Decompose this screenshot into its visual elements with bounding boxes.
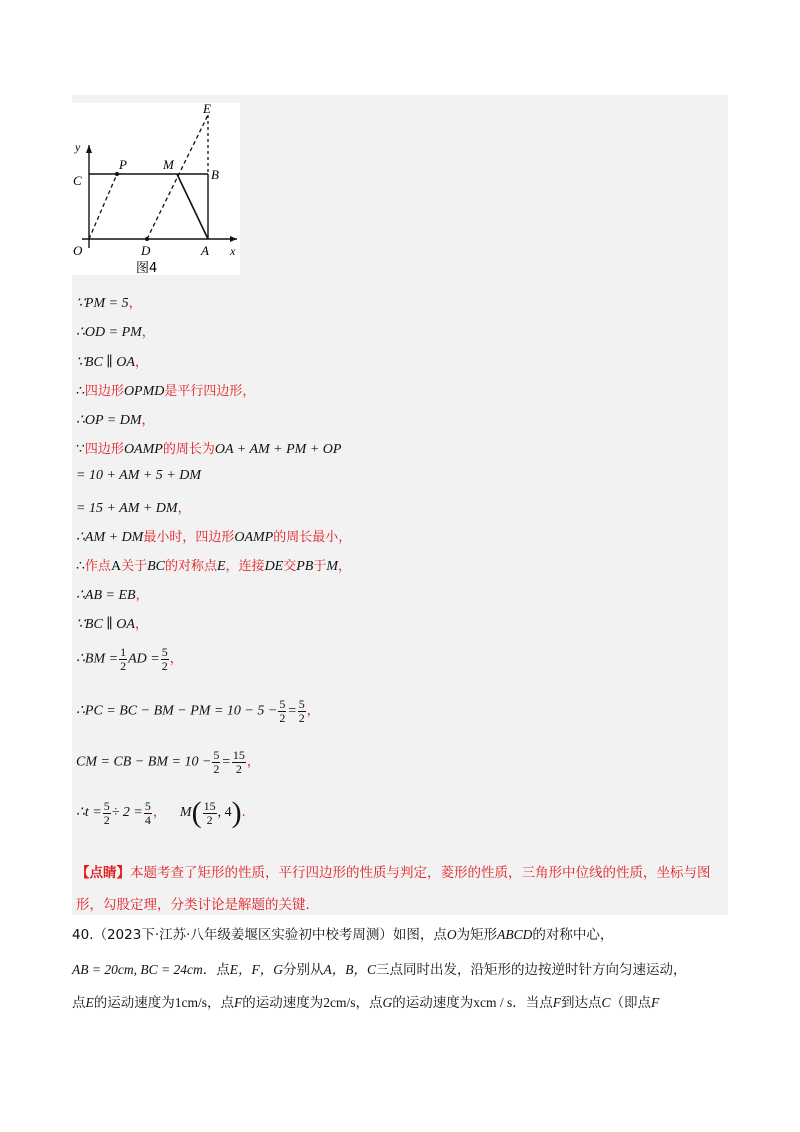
step-8: [76, 497, 191, 517]
q-text: 的运动速度为: [392, 995, 474, 1011]
q-text: 点: [72, 995, 86, 1011]
step-9-text-end: 的周长最小，: [273, 530, 352, 545]
label-p: P: [119, 157, 127, 172]
numerator: 5: [144, 798, 151, 813]
step-3-math: ∵BC ∥ OA: [76, 355, 135, 370]
x-axis-arrow-icon: [230, 236, 237, 242]
q-math: F: [651, 995, 660, 1010]
step-6-text: 四边形: [84, 442, 124, 457]
denominator: 2: [279, 711, 286, 725]
label-d: D: [141, 243, 151, 258]
step-13-math: ∴BM =: [76, 651, 119, 667]
denominator: 2: [103, 812, 110, 827]
step-4: [76, 380, 255, 400]
step-16-div: ÷ 2 =: [111, 805, 143, 821]
step-16-coord-y: , 4: [217, 805, 232, 821]
step-10-punct: ，: [338, 559, 352, 574]
step-12-punct: ，: [134, 617, 148, 632]
step-6-text-2: 的周长为: [162, 442, 215, 457]
step-10-t5: 交: [283, 559, 297, 574]
label-x: x: [230, 244, 236, 258]
step-16-end: .: [241, 805, 246, 821]
step-2: [76, 321, 155, 341]
step-7-math: = 10 + AM + 5 + DM: [76, 468, 202, 483]
step-11-punct: ，: [135, 588, 149, 603]
point-d: [145, 237, 149, 241]
question-line-3: [72, 993, 732, 1013]
step-15: [76, 749, 260, 776]
step-4-text: 四边形: [84, 384, 124, 399]
question-line-2: [72, 960, 732, 980]
q-math: E，F，G: [229, 962, 283, 977]
y-axis-arrow-icon: [86, 145, 92, 153]
step-14-punct: ，: [306, 703, 320, 719]
step-4-therefore: ∴: [76, 384, 85, 399]
q-math: F: [234, 995, 243, 1010]
key-point-note: [76, 857, 724, 921]
step-15-punct: ，: [246, 754, 260, 770]
step-6-because: ∵: [76, 442, 85, 457]
denominator: 2: [120, 659, 127, 673]
segment-op: [89, 174, 117, 239]
step-13-math-2: AD =: [128, 651, 160, 667]
step-10-m: M: [326, 559, 339, 574]
q-math: xcm / s: [473, 995, 513, 1010]
numerator: 1: [120, 645, 127, 659]
numerator: 5: [213, 748, 220, 762]
q-text: ．点: [202, 962, 230, 978]
q-math: 1cm/s: [174, 995, 207, 1010]
fraction: [161, 646, 169, 673]
step-10: [76, 555, 351, 575]
q-text: 为矩形: [456, 927, 498, 943]
step-10-bc: BC: [147, 559, 165, 574]
point-p: [115, 172, 119, 176]
step-3: [76, 351, 148, 371]
step-3-punct: ，: [134, 355, 148, 370]
q-math: ABCD: [497, 927, 533, 942]
step-4-text-end: 是平行四边形，: [164, 384, 256, 399]
step-6-expression: OA + AM + PM + OP: [214, 442, 342, 457]
step-10-therefore: ∴: [76, 559, 85, 574]
step-9-math-2: OAMP: [234, 530, 274, 545]
q-text: 分别从: [282, 962, 324, 978]
fraction: [232, 749, 246, 776]
label-y: y: [75, 140, 81, 154]
step-16-math: ∴t =: [76, 805, 102, 821]
step-2-punct: ，: [141, 325, 155, 340]
q-text: 的运动速度为: [93, 995, 175, 1011]
numerator: 5: [298, 697, 305, 711]
step-9: [76, 526, 351, 546]
denominator: 4: [144, 812, 151, 827]
step-16-point-m: M: [179, 805, 192, 821]
fraction: [103, 800, 111, 827]
denominator: 2: [235, 762, 242, 776]
question-line-1: [72, 925, 732, 945]
numerator: 5: [103, 798, 110, 813]
step-13-punct: ，: [169, 651, 183, 667]
step-2-math: ∴OD = PM: [76, 325, 142, 340]
figure-caption: 图4: [136, 261, 158, 275]
step-5-math: ∴OP = DM: [76, 413, 142, 428]
step-12-math: ∵BC ∥ OA: [76, 617, 135, 632]
label-e: E: [203, 103, 211, 116]
note-tag: 【点睛】: [76, 865, 130, 881]
label-a: A: [201, 243, 209, 258]
step-11-math: ∴AB = EB: [76, 588, 136, 603]
step-10-point-a: A: [110, 559, 122, 574]
step-10-e: E: [216, 559, 226, 574]
step-15-math: CM = CB − BM = 10 −: [76, 754, 212, 770]
step-8-punct: ，: [177, 501, 191, 516]
q-text: 40.（2023下·江苏·八年级姜堰区实验初中校考周测）如图，点: [72, 927, 447, 943]
q-text: ．当点: [512, 995, 553, 1011]
step-11: [76, 584, 149, 604]
step-12: [76, 613, 148, 633]
step-1: [76, 292, 142, 312]
q-text: ，点: [355, 995, 383, 1011]
fraction: [144, 800, 152, 827]
denominator: 2: [161, 659, 168, 673]
q-text: ，点: [207, 995, 234, 1011]
q-math: F: [552, 995, 561, 1010]
q-text: （即点: [610, 995, 652, 1011]
note-text: 本题考查了矩形的性质，平行四边形的性质与判定，菱形的性质，三角形中位线的性质，坐标与图形，勾股定理，分类讨论是解题的关键.: [76, 865, 711, 913]
step-9-math: ∴AM + DM: [76, 530, 144, 545]
q-math: C: [601, 995, 611, 1010]
q-text: 三点同时出发，沿矩形的边按逆时针方向匀速运动，: [375, 962, 687, 978]
q-math: E: [85, 995, 94, 1010]
step-1-punct: ，: [128, 296, 142, 311]
step-10-t3: 的对称点: [164, 559, 217, 574]
geometry-figure: [72, 103, 240, 275]
step-10-t1: 作点: [84, 559, 111, 574]
label-b: B: [211, 167, 219, 182]
step-10-de: DE: [264, 559, 284, 574]
q-math: 2cm/s: [323, 995, 356, 1010]
step-9-text: 最小时，四边形: [143, 530, 235, 545]
step-14-eq: =: [287, 703, 297, 719]
numerator: 15: [232, 748, 245, 762]
step-14-math: ∴PC = BC − BM − PM = 10 − 5 −: [76, 703, 278, 719]
step-6-math: OAMP: [123, 442, 163, 457]
numerator: 5: [279, 697, 286, 711]
fraction: [278, 698, 286, 725]
step-13: [76, 646, 183, 673]
fraction: [212, 749, 220, 776]
step-6: [76, 438, 341, 458]
step-10-t2: 关于: [121, 559, 148, 574]
segment-ma: [177, 174, 208, 239]
fraction: [119, 646, 127, 673]
denominator: 2: [213, 762, 220, 776]
q-math: AB = 20cm, BC = 24cm: [72, 962, 203, 977]
solution-block: [72, 95, 728, 915]
label-m: M: [163, 157, 174, 172]
left-paren: (: [191, 796, 202, 829]
label-c: C: [73, 173, 82, 188]
step-10-pb: PB: [296, 559, 314, 574]
step-16: [76, 798, 246, 828]
step-14: [76, 698, 320, 725]
step-5: [76, 409, 155, 429]
step-8-math: = 15 + AM + DM: [76, 501, 178, 516]
step-4-math: OPMD: [123, 384, 165, 399]
numerator: 15: [203, 798, 216, 813]
q-math: A，B，C: [323, 962, 376, 977]
fraction: [203, 800, 217, 827]
q-math: O: [446, 927, 457, 942]
label-o: O: [73, 243, 83, 258]
right-paren: ): [231, 796, 242, 829]
numerator: 5: [161, 645, 168, 659]
step-7: [76, 468, 201, 484]
step-10-t6: 于: [313, 559, 327, 574]
step-10-t4: ，连接: [225, 559, 265, 574]
denominator: 2: [298, 711, 305, 725]
denominator: 2: [206, 812, 213, 827]
fraction: [298, 698, 306, 725]
q-text: 到达点: [561, 995, 602, 1011]
step-5-punct: ，: [141, 413, 155, 428]
q-math: G: [382, 995, 393, 1010]
rectangle-diagram: [72, 103, 240, 275]
step-15-eq: =: [221, 754, 231, 770]
step-16-punct: ，: [152, 805, 166, 821]
q-text: 的对称中心，: [532, 927, 614, 943]
q-text: 的运动速度为: [242, 995, 324, 1011]
step-1-math: ∵PM = 5: [76, 296, 129, 311]
